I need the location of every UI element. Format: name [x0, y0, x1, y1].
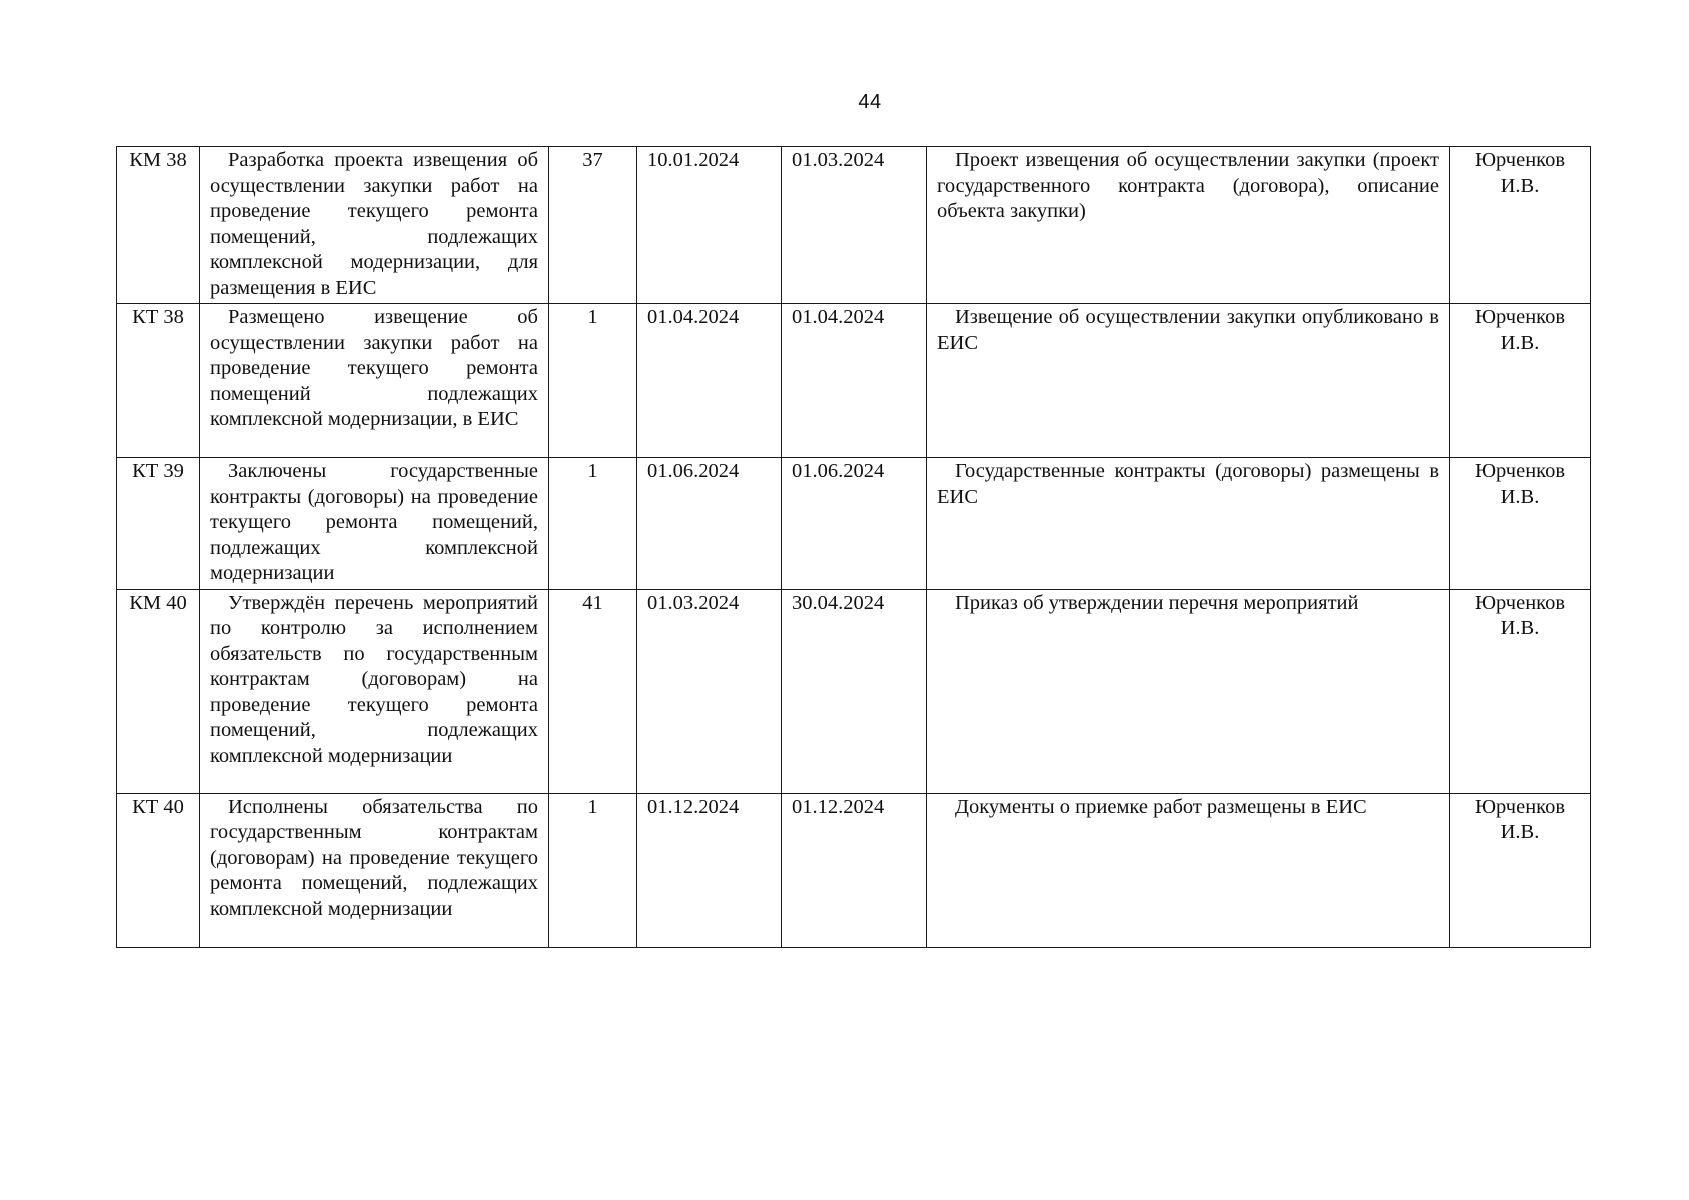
milestone-result-document: Извещение об осуществлении закупки опубликовано в ЕИС [927, 304, 1450, 458]
milestone-start-date: 10.01.2024 [637, 147, 782, 304]
table-row [117, 147, 1591, 304]
table-row [117, 458, 1591, 590]
milestone-code: КМ 38 [117, 147, 200, 304]
milestone-start-date: 01.03.2024 [637, 589, 782, 793]
milestone-result-document: Проект извещения об осуществлении закупки (проект государственного контракта (договора), описание объекта закупки) [927, 147, 1450, 304]
milestone-description: Разработка проекта извещения об осуществлении закупки работ на проведение текущего ремонта помещений, подлежащих комплексной модернизации, для размещения в ЕИС [200, 147, 549, 304]
milestone-responsible: Юрченков И.В. [1450, 147, 1591, 304]
milestone-result-document: Государственные контракты (договоры) размещены в ЕИС [927, 458, 1450, 590]
milestone-description: Утверждён перечень мероприятий по контролю за исполнением обязательств по государственным контрактам (договорам) на проведение текущего ремонта помещений, подлежащих комплексной модернизации [200, 589, 549, 793]
milestone-start-date: 01.12.2024 [637, 793, 782, 947]
milestone-code: КТ 38 [117, 304, 200, 458]
milestone-result-document: Приказ об утверждении перечня мероприятий [927, 589, 1450, 793]
milestones-table [116, 146, 1591, 948]
milestone-duration: 1 [549, 793, 637, 947]
milestone-result-document: Документы о приемке работ размещены в ЕИС [927, 793, 1450, 947]
milestone-end-date: 01.04.2024 [782, 304, 927, 458]
table-row [117, 304, 1591, 458]
page-number: 44 [858, 91, 882, 113]
milestone-code: КТ 40 [117, 793, 200, 947]
milestone-end-date: 30.04.2024 [782, 589, 927, 793]
milestone-responsible: Юрченков И.В. [1450, 458, 1591, 590]
milestone-responsible: Юрченков И.В. [1450, 589, 1591, 793]
milestone-duration: 1 [549, 304, 637, 458]
milestone-duration: 1 [549, 458, 637, 590]
milestone-description: Размещено извещение об осуществлении закупки работ на проведение текущего ремонта помещений подлежащих комплексной модернизации, в ЕИС [200, 304, 549, 458]
milestone-start-date: 01.04.2024 [637, 304, 782, 458]
milestone-responsible: Юрченков И.В. [1450, 793, 1591, 947]
milestone-code: КМ 40 [117, 589, 200, 793]
milestone-duration: 41 [549, 589, 637, 793]
milestone-end-date: 01.03.2024 [782, 147, 927, 304]
milestone-responsible: Юрченков И.В. [1450, 304, 1591, 458]
milestone-end-date: 01.06.2024 [782, 458, 927, 590]
table-row [117, 589, 1591, 793]
milestone-start-date: 01.06.2024 [637, 458, 782, 590]
table-row [117, 793, 1591, 947]
milestone-end-date: 01.12.2024 [782, 793, 927, 947]
milestone-duration: 37 [549, 147, 637, 304]
milestone-description: Заключены государственные контракты (договоры) на проведение текущего ремонта помещений, подлежащих комплексной модернизации [200, 458, 549, 590]
milestone-description: Исполнены обязательства по государственным контрактам (договорам) на проведение текущего ремонта помещений, подлежащих комплексной модернизации [200, 793, 549, 947]
milestone-code: КТ 39 [117, 458, 200, 590]
